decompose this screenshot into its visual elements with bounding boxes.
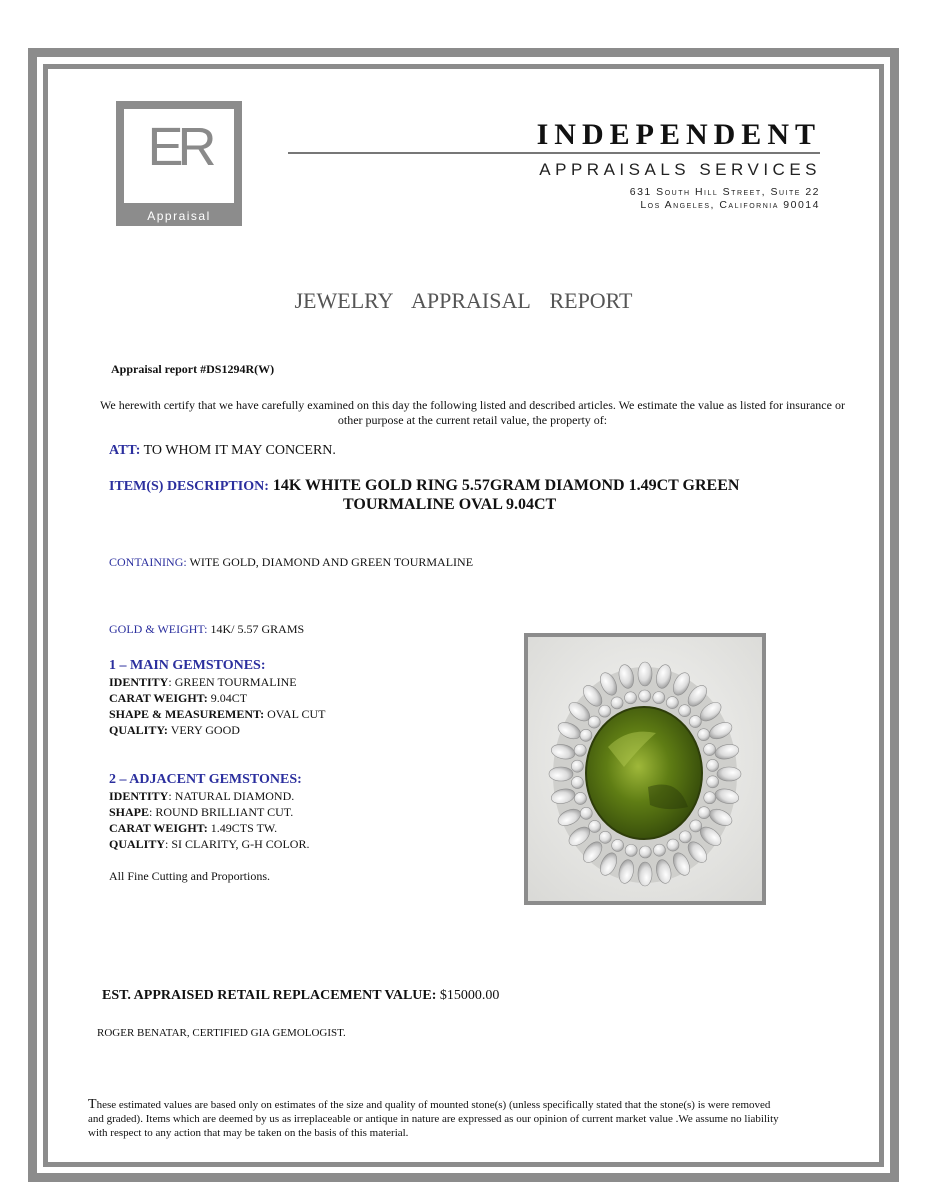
accent-diamond <box>574 744 586 756</box>
halo-diamond <box>549 767 573 781</box>
halo-diamond <box>717 767 741 781</box>
accent-diamond <box>580 807 592 819</box>
disclaimer-text: hese estimated values are based only on estimates of the size and quality of mounted stone(s) (unless specifically stated that the stone(s) is were removed and graded). Items which are deemed by us as irreplaceable or antique in nature are expressed as our opinion of current market value .We assume no liability with respect to any action that may be taken on the basis of this material. <box>88 1099 779 1139</box>
accent-diamond <box>679 831 691 843</box>
accent-diamond <box>689 716 701 728</box>
ring-illustration <box>528 637 762 901</box>
item-description <box>109 476 849 496</box>
accent-diamond <box>625 844 637 856</box>
accent-diamond <box>707 776 719 788</box>
certification-text: We herewith certify that we have carefully examined on this day the following listed and described articles. We estimate the value as listed for insurance or other purpose at the current retail value, the property of: <box>100 398 845 427</box>
item-description-line2: TOURMALINE OVAL 9.04CT <box>343 496 557 513</box>
containing-value: WITE GOLD, DIAMOND AND GREEN TOURMALINE <box>189 555 474 569</box>
disclaimer-first-letter: T <box>88 1097 97 1112</box>
logo-inner <box>124 109 234 203</box>
gold-weight-label: GOLD & WEIGHT: <box>109 622 208 636</box>
containing-label: CONTAINING: <box>109 555 187 569</box>
accent-diamond <box>704 792 716 804</box>
accent-diamond <box>666 697 678 709</box>
main-gemstones <box>109 657 325 738</box>
item-description-line1: 14K WHITE GOLD RING 5.57GRAM DIAMOND 1.49CT GREEN <box>272 477 740 494</box>
ring-photo <box>524 633 766 905</box>
gold-weight-value: 14K/ 5.57 GRAMS <box>210 622 305 636</box>
company-name: INDEPENDENT <box>536 118 821 151</box>
main-shape: SHAPE & MEASUREMENT: OVAL CUT <box>109 707 326 721</box>
halo-diamond <box>638 662 652 686</box>
estimated-value-label: EST. APPRAISED RETAIL REPLACEMENT VALUE: <box>102 988 437 1003</box>
disclaimer <box>88 1098 788 1140</box>
accent-diamond <box>599 705 611 717</box>
adjacent-gemstones <box>109 771 309 852</box>
company-subtitle: APPRAISALS SERVICES <box>539 160 821 179</box>
main-gemstones-header: 1 – MAIN GEMSTONES: <box>109 658 266 673</box>
header-divider <box>288 152 820 154</box>
tourmaline-center-stone <box>586 707 702 839</box>
adjacent-gemstones-header: 2 – ADJACENT GEMSTONES: <box>109 772 302 787</box>
main-identity: IDENTITY: GREEN TOURMALINE <box>109 675 297 689</box>
estimated-value <box>102 988 499 1004</box>
att-label: ATT: <box>109 443 141 458</box>
fine-cutting-note: All Fine Cutting and Proportions. <box>109 869 271 883</box>
att-value: TO WHOM IT MAY CONCERN. <box>143 443 336 458</box>
accent-diamond <box>612 839 624 851</box>
main-carat: CARAT WEIGHT: 9.04CT <box>109 691 248 705</box>
company-address <box>630 186 820 212</box>
main-quality: QUALITY: VERY GOOD <box>109 723 240 737</box>
address-line-2: Los Angeles, California 90014 <box>640 199 820 211</box>
accent-diamond <box>639 846 651 858</box>
accent-diamond <box>653 692 665 704</box>
accent-diamond <box>580 729 592 741</box>
report-number: Appraisal report #DS1294R(W) <box>111 362 275 376</box>
accent-diamond <box>707 759 719 771</box>
accent-diamond <box>653 844 665 856</box>
accent-diamond <box>589 820 601 832</box>
item-description-label: ITEM(S) DESCRIPTION: <box>109 479 269 494</box>
estimated-value-amount: $15000.00 <box>439 988 500 1003</box>
adjacent-shape: SHAPE: ROUND BRILLIANT CUT. <box>109 805 294 819</box>
accent-diamond <box>698 729 710 741</box>
accent-diamond <box>599 831 611 843</box>
attention-line <box>109 443 336 459</box>
appraisal-logo <box>116 101 242 226</box>
accent-diamond <box>571 777 583 789</box>
accent-diamond <box>611 697 623 709</box>
gold-weight-line <box>109 622 304 637</box>
accent-diamond <box>690 820 702 832</box>
accent-diamond <box>639 690 651 702</box>
report-title: JEWELRY APPRAISAL REPORT <box>294 288 633 313</box>
adjacent-quality: QUALITY: SI CLARITY, G-H COLOR. <box>109 837 310 851</box>
accent-diamond <box>704 744 716 756</box>
accent-diamond <box>574 792 586 804</box>
adjacent-identity: IDENTITY: NATURAL DIAMOND. <box>109 789 295 803</box>
containing-line <box>109 555 473 570</box>
accent-diamond <box>625 692 637 704</box>
logo-caption: Appraisal <box>147 209 211 223</box>
address-line-1: 631 South Hill Street, Suite 22 <box>629 186 820 198</box>
accent-diamond <box>588 716 600 728</box>
accent-diamond <box>679 705 691 717</box>
logo-mark: ER <box>147 117 211 177</box>
gemologist-signature-line: ROGER BENATAR, CERTIFIED GIA GEMOLOGIST. <box>97 1027 346 1039</box>
halo-diamond <box>638 862 652 886</box>
accent-diamond <box>667 839 679 851</box>
accent-diamond <box>698 807 710 819</box>
accent-diamond <box>571 760 583 772</box>
adjacent-carat: CARAT WEIGHT: 1.49CTS TW. <box>109 821 278 835</box>
